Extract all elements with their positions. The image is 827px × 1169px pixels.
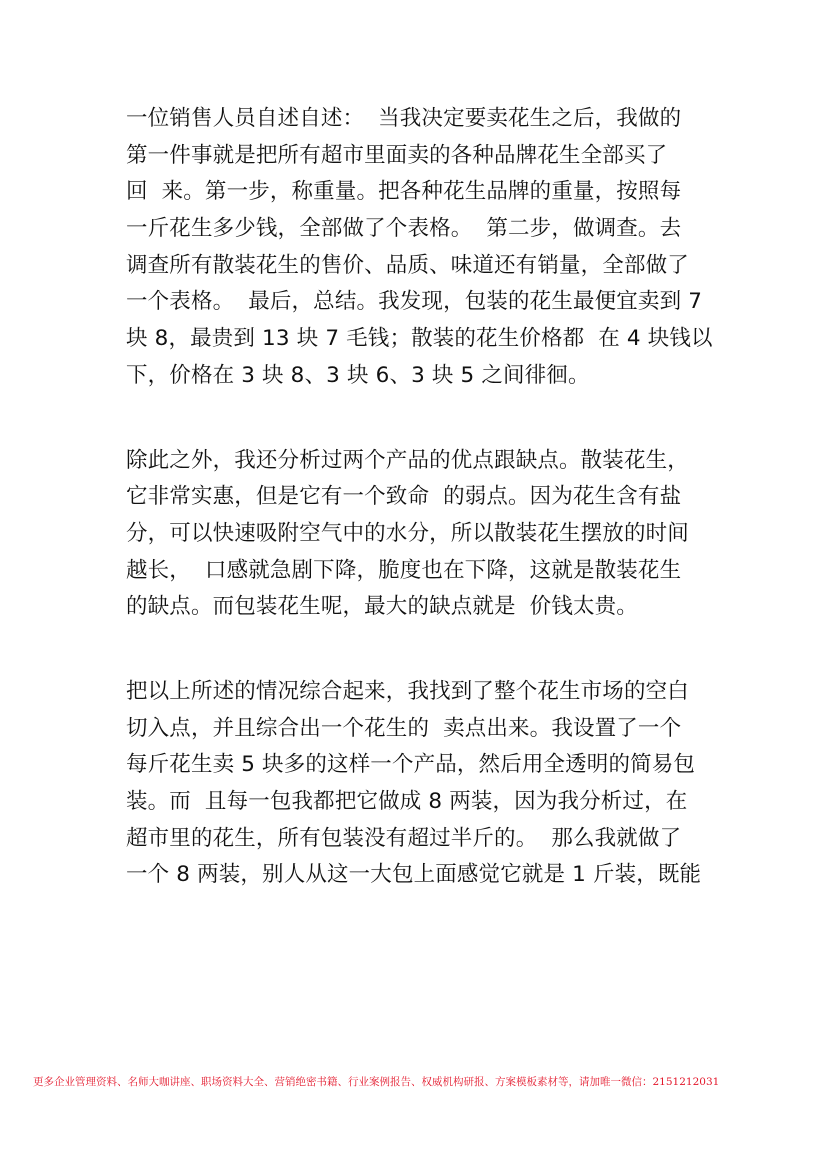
text-line: 每斤花生卖 5 块多的这样一个产品，然后用全透明的简易包 [126, 752, 696, 778]
text-line: 调查所有散装花生的售价、品质、味道还有销量，全部做了 [126, 252, 689, 278]
text-line: 装。而 且每一包我都把它做成 8 两装，因为我分析过，在 [126, 789, 688, 814]
text-line: 第一件事就是把所有超市里面卖的各种品牌花生全部买了 [126, 142, 668, 168]
text-line: 一斤花生多少钱，全部做了个表格。 第二步，做调查。去 [126, 216, 682, 242]
text-line: 分，可以快速吸附空气中的水分，所以散装花生摆放的时间 [126, 520, 689, 546]
text-line: 一个 8 两装，别人从这一大包上面感觉它就是 1 斤装，既能 [126, 862, 702, 888]
text-line: 除此之外，我还分析过两个产品的优点跟缺点。散装花生， [126, 447, 689, 473]
paragraph-1 [126, 101, 713, 395]
paragraph-2 [126, 443, 704, 626]
text-line: 把以上所述的情况综合起来，我找到了整个花生市场的空白 [126, 678, 689, 704]
text-line: 它非常实惠，但是它有一个致命 的弱点。因为花生含有盐 [126, 484, 682, 510]
text-line: 越长， 口感就急剧下降，脆度也在下降，这就是散装花生 [126, 557, 682, 583]
promo-footer: 更多企业管理资料、名师大咖讲座、职场资料大全、营销绝密书籍、行业案例报告、权威机构研报、方案模板素材等，请加唯一微信：2151212031 [33, 1076, 720, 1088]
text-line: 一位销售人员自述自述： 当我决定要卖花生之后，我做的 [126, 106, 682, 131]
text-line: 超市里的花生，所有包装没有超过半斤的。 那么我就做了 [126, 825, 682, 851]
text-line: 的缺点。而包装花生呢，最大的缺点就是 价钱太贵。 [126, 594, 638, 620]
text-line: 一个表格。 最后，总结。我发现，包装的花生最便宜卖到 7 [126, 289, 703, 315]
text-line: 回 来。第一步，称重量。把各种花生品牌的重量，按照每 [126, 179, 682, 205]
paragraph-3 [126, 674, 704, 894]
text-line: 切入点，并且综合出一个花生的 卖点出来。我设置了一个 [126, 715, 682, 741]
document-body [126, 101, 713, 942]
text-line: 下，价格在 3 块 8、3 块 6、3 块 5 之间徘徊。 [126, 362, 590, 388]
text-line: 块 8，最贵到 13 块 7 毛钱；散装的花生价格都 在 4 块钱以 [126, 326, 713, 352]
